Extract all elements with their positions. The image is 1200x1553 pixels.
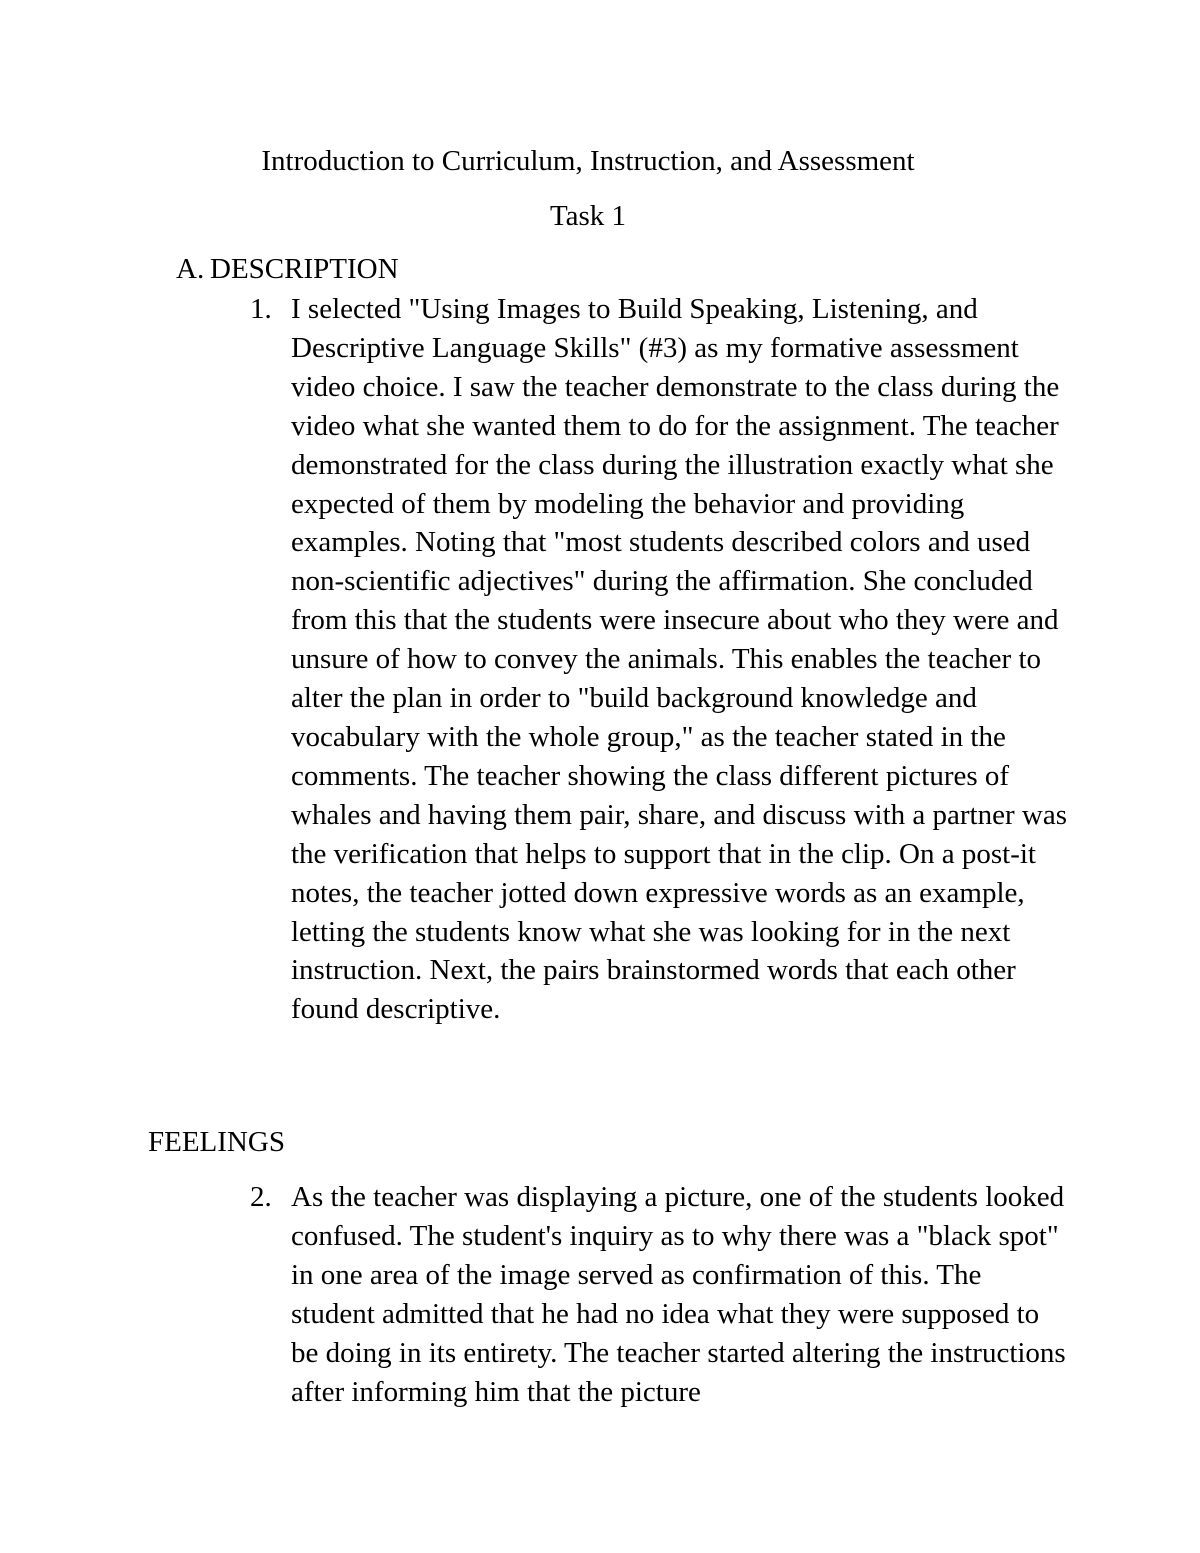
list-item-2 <box>250 1178 1070 1411</box>
section-feelings-heading: FEELINGS <box>148 1126 285 1158</box>
document-subtitle: Task 1 <box>549 200 627 232</box>
list-item-number: 2. <box>250 1181 272 1213</box>
section-description-heading <box>176 251 399 287</box>
document-title: Introduction to Curriculum, Instruction, and Assessment <box>261 145 915 177</box>
list-item-text: I selected "Using Images to Build Speaking, Listening, and Descriptive Language Skills" (#3) as my formative assessment video choice. I saw the teacher demonstrate to the class during the video what she wanted them to do for the assignment. The teacher demonstrated for the class during the illustration exactly what she expected of them by modeling the behavior and providing examples. Noting that "most students described colors and used non-scientific adjectives" during the affirmation. She concluded from this that the students were insecure about who they were and unsure of how to convey the animals. This enables the teacher to alter the plan in order to "build background knowledge and vocabulary with the whole group," as the teacher stated in the comments. The teacher showing the class different pictures of whales and having them pair, share, and discuss with a partner was the verification that helps to support that in the clip. On a post-it notes, the teacher jotted down expressive words as an example, letting the students know what she was looking for in the next instruction. Next, the pairs brainstormed words that each other found descriptive. <box>291 293 1067 1026</box>
list-item-number: 1. <box>250 293 272 325</box>
list-item-text: As the teacher was displaying a picture, one of the students looked confused. The student's inquiry as to why there was a "black spot" in one area of the image served as confirmation of this. The student admitted that he had no idea what they were supposed to be doing in its entirety. The teacher started altering the instructions after informing him that the picture <box>291 1181 1066 1408</box>
section-heading-text: DESCRIPTION <box>210 253 399 285</box>
list-item-1 <box>250 290 1070 1029</box>
section-marker: A. <box>176 253 205 285</box>
